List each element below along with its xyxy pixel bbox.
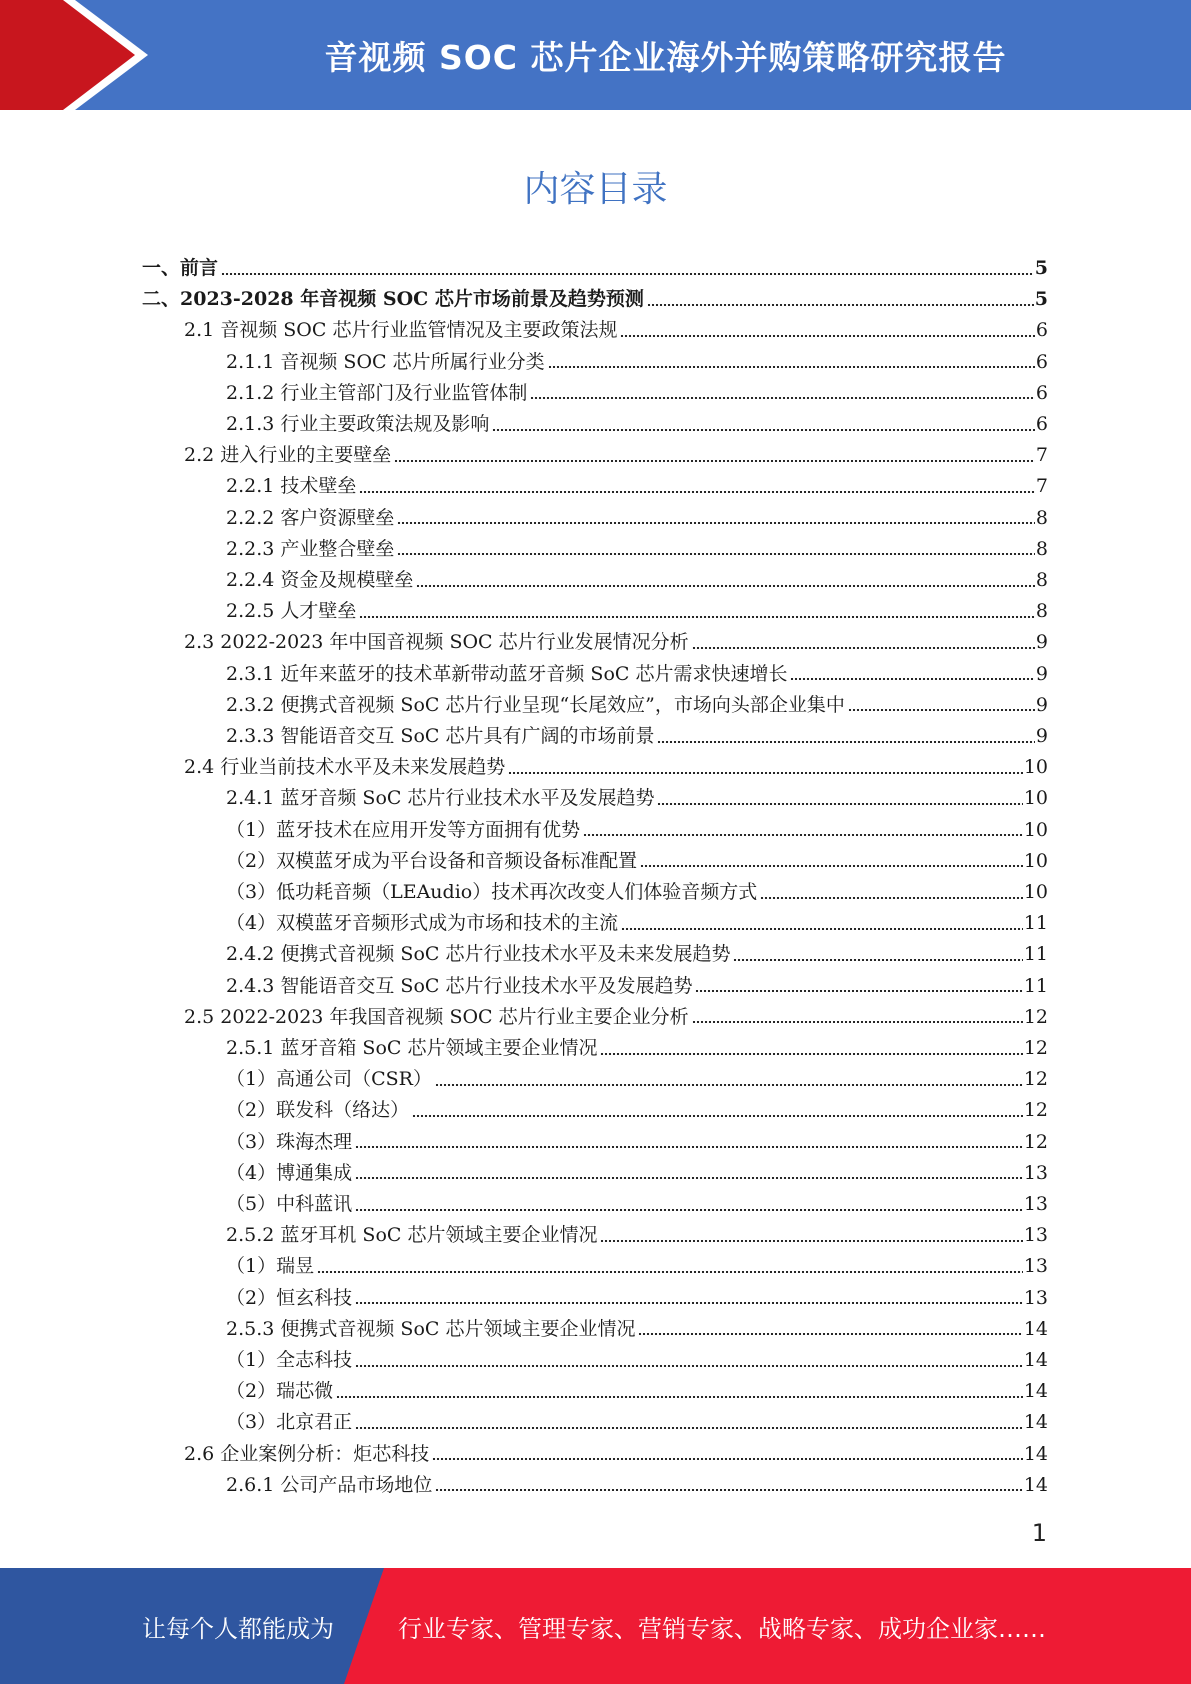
toc-entry-page: 9 xyxy=(1035,693,1048,716)
toc-entry-title: 2.4.3 智能语音交互 SoC 芯片行业技术水平及发展趋势 xyxy=(226,974,693,997)
toc-entry-page: 8 xyxy=(1035,506,1048,529)
toc-entry[interactable] xyxy=(226,908,1048,939)
toc-entry-title: 2.4.2 便携式音视频 SoC 芯片行业技术水平及未来发展趋势 xyxy=(226,943,731,966)
toc-dot-leader xyxy=(394,460,1035,462)
toc-entry[interactable] xyxy=(226,783,1048,814)
toc-entry-page: 12 xyxy=(1023,1130,1048,1153)
toc-entry-title: 2.2.3 产业整合壁垒 xyxy=(226,537,395,560)
page-number: 1 xyxy=(1031,1519,1047,1547)
toc-entry-title: 2.6.1 公司产品市场地位 xyxy=(226,1473,433,1496)
toc-entry-title: 2.1.2 行业主管部门及行业监管体制 xyxy=(226,381,528,404)
toc-dot-leader xyxy=(355,1209,1023,1211)
toc-entry-page: 14 xyxy=(1023,1380,1048,1403)
toc-dot-leader xyxy=(359,616,1035,618)
toc-entry-title: 2.5.1 蓝牙音箱 SoC 芯片领域主要企业情况 xyxy=(226,1037,598,1059)
toc-dot-leader xyxy=(397,553,1035,555)
toc-entry-page: 13 xyxy=(1023,1224,1048,1247)
toc-entry-title: 2.2.5 人才壁垒 xyxy=(226,600,357,623)
toc-entry-page: 10 xyxy=(1023,849,1048,872)
toc-dot-leader xyxy=(548,366,1035,368)
toc-entry-title: 2.2.2 客户资源壁垒 xyxy=(226,506,395,529)
toc-entry-title: 2.2.1 技术壁垒 xyxy=(226,475,357,498)
toc-dot-leader xyxy=(508,772,1023,774)
toc-dot-leader xyxy=(530,397,1035,399)
toc-entry-page: 11 xyxy=(1023,974,1048,997)
toc-entry-title: 2.5.2 蓝牙耳机 SoC 芯片领域主要企业情况 xyxy=(226,1224,598,1247)
toc-entry[interactable] xyxy=(226,1189,1048,1220)
toc-entry-title: （3）北京君正 xyxy=(226,1411,353,1434)
toc-entry[interactable] xyxy=(226,690,1048,721)
toc-entry[interactable] xyxy=(226,659,1048,690)
toc-dot-leader xyxy=(359,491,1035,493)
toc-dot-leader xyxy=(317,1271,1023,1273)
toc-entry[interactable] xyxy=(226,1064,1048,1095)
toc-entry-title: 2.1.3 行业主要政策法规及影响 xyxy=(226,413,490,435)
toc-dot-leader xyxy=(657,741,1034,743)
toc-entry-page: 12 xyxy=(1023,1005,1048,1028)
toc-entry-title: 2.4.1 蓝牙音频 SoC 芯片行业技术水平及发展趋势 xyxy=(226,787,655,810)
toc-entry-page: 8 xyxy=(1035,569,1048,591)
toc-entry[interactable] xyxy=(226,565,1048,596)
toc-entry-title: 2.1 音视频 SOC 芯片行业监管情况及主要政策法规 xyxy=(184,319,618,342)
toc-entry-title: （2）恒玄科技 xyxy=(226,1286,353,1309)
toc-entry[interactable] xyxy=(226,1407,1048,1438)
toc-dot-leader xyxy=(733,959,1022,961)
toc-entry[interactable] xyxy=(226,939,1048,970)
toc-entry-page: 10 xyxy=(1023,787,1048,810)
toc-entry-title: （2）双模蓝牙成为平台设备和音频设备标准配置 xyxy=(226,849,638,872)
toc-entry-title: （1）高通公司（CSR） xyxy=(226,1068,432,1091)
toc-entry-page: 5 xyxy=(1034,257,1048,279)
toc-entry-page: 6 xyxy=(1035,381,1048,404)
toc-entry[interactable] xyxy=(226,1220,1048,1251)
toc-entry[interactable] xyxy=(184,315,1048,346)
toc-entry-title: （5）中科蓝讯 xyxy=(226,1193,353,1215)
toc-entry-title: （4）博通集成 xyxy=(226,1161,353,1184)
toc-entry-page: 7 xyxy=(1035,475,1048,498)
toc-dot-leader xyxy=(620,335,1034,337)
toc-entry-page: 14 xyxy=(1023,1317,1048,1340)
report-footer xyxy=(0,1568,1191,1684)
toc-entry-page: 8 xyxy=(1035,600,1048,623)
toc-dot-leader xyxy=(336,1396,1023,1398)
toc-entry-page: 12 xyxy=(1023,1068,1048,1091)
footer-slogan-left: 让每个人都能成为 xyxy=(142,1614,334,1643)
toc-entry-page: 12 xyxy=(1023,1037,1048,1059)
toc-dot-leader xyxy=(638,1333,1022,1335)
toc-entry-page: 6 xyxy=(1035,319,1048,342)
toc-dot-leader xyxy=(355,1427,1023,1429)
toc-entry[interactable] xyxy=(226,471,1048,502)
toc-dot-leader xyxy=(640,865,1023,867)
report-title: 音视频 SOC 芯片企业海外并购策略研究报告 xyxy=(324,37,1007,77)
toc-entry[interactable] xyxy=(226,877,1048,908)
toc-entry[interactable] xyxy=(226,846,1048,877)
toc-entry[interactable] xyxy=(226,1345,1048,1376)
toc-entry-title: 2.4 行业当前技术水平及未来发展趋势 xyxy=(184,756,506,779)
toc-entry-title: 2.1.1 音视频 SOC 芯片所属行业分类 xyxy=(226,350,545,373)
toc-entry-page: 7 xyxy=(1035,444,1048,467)
toc-entry[interactable] xyxy=(226,1283,1048,1314)
toc-dot-leader xyxy=(647,304,1034,306)
toc-entry-title: 2.5.3 便携式音视频 SoC 芯片领域主要企业情况 xyxy=(226,1317,636,1340)
toc-entry-page: 14 xyxy=(1023,1442,1048,1465)
toc-entry-title: （1）蓝牙技术在应用开发等方面拥有优势 xyxy=(226,818,581,841)
toc-entry[interactable] xyxy=(226,1376,1048,1407)
toc-dot-leader xyxy=(416,585,1035,587)
toc-entry-title: 一、前言 xyxy=(142,257,219,279)
toc-title: 内容目录 xyxy=(523,169,668,210)
toc-entry-page: 9 xyxy=(1035,662,1048,685)
toc-dot-leader xyxy=(432,1458,1023,1460)
toc-entry-page: 13 xyxy=(1023,1255,1048,1278)
toc-entry[interactable] xyxy=(226,378,1048,409)
toc-entry-title: 2.2 进入行业的主要壁垒 xyxy=(184,444,392,467)
toc-entry-page: 14 xyxy=(1023,1349,1048,1371)
toc-entry[interactable] xyxy=(226,503,1048,534)
toc-dot-leader xyxy=(355,1177,1023,1179)
toc-entry[interactable] xyxy=(226,1158,1048,1189)
toc-dot-leader xyxy=(600,1240,1022,1242)
toc-entry[interactable] xyxy=(184,1002,1048,1033)
toc-dot-leader xyxy=(760,897,1023,899)
toc-dot-leader xyxy=(221,273,1034,275)
toc-dot-leader xyxy=(412,1115,1023,1117)
toc-entry[interactable] xyxy=(184,752,1048,783)
toc-dot-leader xyxy=(621,928,1023,930)
report-header xyxy=(0,0,1191,110)
toc-dot-leader xyxy=(695,990,1022,992)
toc-dot-leader xyxy=(790,678,1034,680)
toc-entry[interactable] xyxy=(184,1439,1048,1470)
toc-entry[interactable] xyxy=(142,253,1048,284)
toc-dot-leader xyxy=(435,1489,1022,1491)
toc-entry-title: （2）联发科（络达） xyxy=(226,1099,410,1122)
toc-entry[interactable] xyxy=(226,1251,1048,1282)
toc-entry-title: 2.2.4 资金及规模壁垒 xyxy=(226,569,414,591)
toc-entry-page: 13 xyxy=(1023,1286,1048,1309)
toc-entry[interactable] xyxy=(226,1127,1048,1158)
toc-entry-page: 8 xyxy=(1035,537,1048,560)
toc-entry-title: （3）珠海杰理 xyxy=(226,1130,353,1153)
toc-entry-page: 11 xyxy=(1023,943,1048,966)
toc-entry-page: 9 xyxy=(1035,631,1048,654)
toc-entry-page: 11 xyxy=(1023,912,1048,935)
toc-entry-page: 13 xyxy=(1023,1193,1048,1215)
toc-entry-title: 二、2023-2028 年音视频 SOC 芯片市场前景及趋势预测 xyxy=(142,288,644,311)
toc-entry-page: 13 xyxy=(1023,1161,1048,1184)
toc-entry-page: 14 xyxy=(1023,1473,1048,1496)
toc-entry[interactable] xyxy=(142,284,1048,315)
toc-entry[interactable] xyxy=(184,627,1048,658)
toc-entry-page: 10 xyxy=(1023,818,1048,841)
toc-dot-leader xyxy=(435,1084,1023,1086)
footer-slogan-right: 行业专家、管理专家、营销专家、战略专家、成功企业家…… xyxy=(398,1614,1046,1643)
toc-entry-title: （1）瑞昱 xyxy=(226,1255,315,1278)
toc-entry[interactable] xyxy=(226,971,1048,1002)
toc-entry-title: 2.3.3 智能语音交互 SoC 芯片具有广阔的市场前景 xyxy=(226,725,655,747)
toc-dot-leader xyxy=(355,1365,1023,1367)
toc-entry[interactable] xyxy=(226,1033,1048,1064)
toc-entry[interactable] xyxy=(226,721,1048,752)
toc-entry-page: 10 xyxy=(1023,756,1048,779)
toc-entry[interactable] xyxy=(226,409,1048,440)
toc-dot-leader xyxy=(692,1021,1023,1023)
toc-entry-page: 14 xyxy=(1023,1411,1048,1434)
toc-dot-leader xyxy=(848,709,1035,711)
toc-entry-title: 2.5 2022-2023 年我国音视频 SOC 芯片行业主要企业分析 xyxy=(184,1005,689,1028)
toc-entry-title: （1）全志科技 xyxy=(226,1349,353,1371)
toc-entry-title: 2.6 企业案例分析：炬芯科技 xyxy=(184,1442,430,1465)
toc-dot-leader xyxy=(397,522,1035,524)
toc-entry-title: （2）瑞芯微 xyxy=(226,1380,334,1403)
toc-dot-leader xyxy=(355,1146,1023,1148)
toc-entry-page: 10 xyxy=(1023,881,1048,903)
toc-dot-leader xyxy=(355,1302,1023,1304)
toc-entry[interactable] xyxy=(226,596,1048,627)
toc-dot-leader xyxy=(692,647,1035,649)
toc-entry[interactable] xyxy=(226,1095,1048,1126)
toc-entry-title: 2.3 2022-2023 年中国音视频 SOC 芯片行业发展情况分析 xyxy=(184,631,689,654)
toc-entry[interactable] xyxy=(184,440,1048,471)
toc-entry-page: 5 xyxy=(1034,288,1048,311)
toc-dot-leader xyxy=(657,803,1022,805)
toc-entry-page: 6 xyxy=(1035,413,1048,435)
toc-dot-leader xyxy=(492,429,1035,431)
toc-dot-leader xyxy=(583,834,1023,836)
toc-entry-title: 2.3.2 便携式音视频 SoC 芯片行业呈现“长尾效应”，市场向头部企业集中 xyxy=(226,693,845,716)
toc-entry[interactable] xyxy=(226,1470,1048,1501)
toc-entry-page: 9 xyxy=(1035,725,1048,747)
toc-entry[interactable] xyxy=(226,534,1048,565)
toc-entry[interactable] xyxy=(226,347,1048,378)
toc-dot-leader xyxy=(600,1053,1022,1055)
toc-entry-title: （4）双模蓝牙音频形式成为市场和技术的主流 xyxy=(226,912,619,935)
toc-entry[interactable] xyxy=(226,815,1048,846)
toc-entry-title: 2.3.1 近年来蓝牙的技术革新带动蓝牙音频 SoC 芯片需求快速增长 xyxy=(226,662,788,685)
toc-entry-page: 6 xyxy=(1035,350,1048,373)
toc-entry-page: 12 xyxy=(1023,1099,1048,1122)
toc-entry[interactable] xyxy=(226,1314,1048,1345)
toc-entry-title: （3）低功耗音频（LEAudio）技术再次改变人们体验音频方式 xyxy=(226,881,758,903)
